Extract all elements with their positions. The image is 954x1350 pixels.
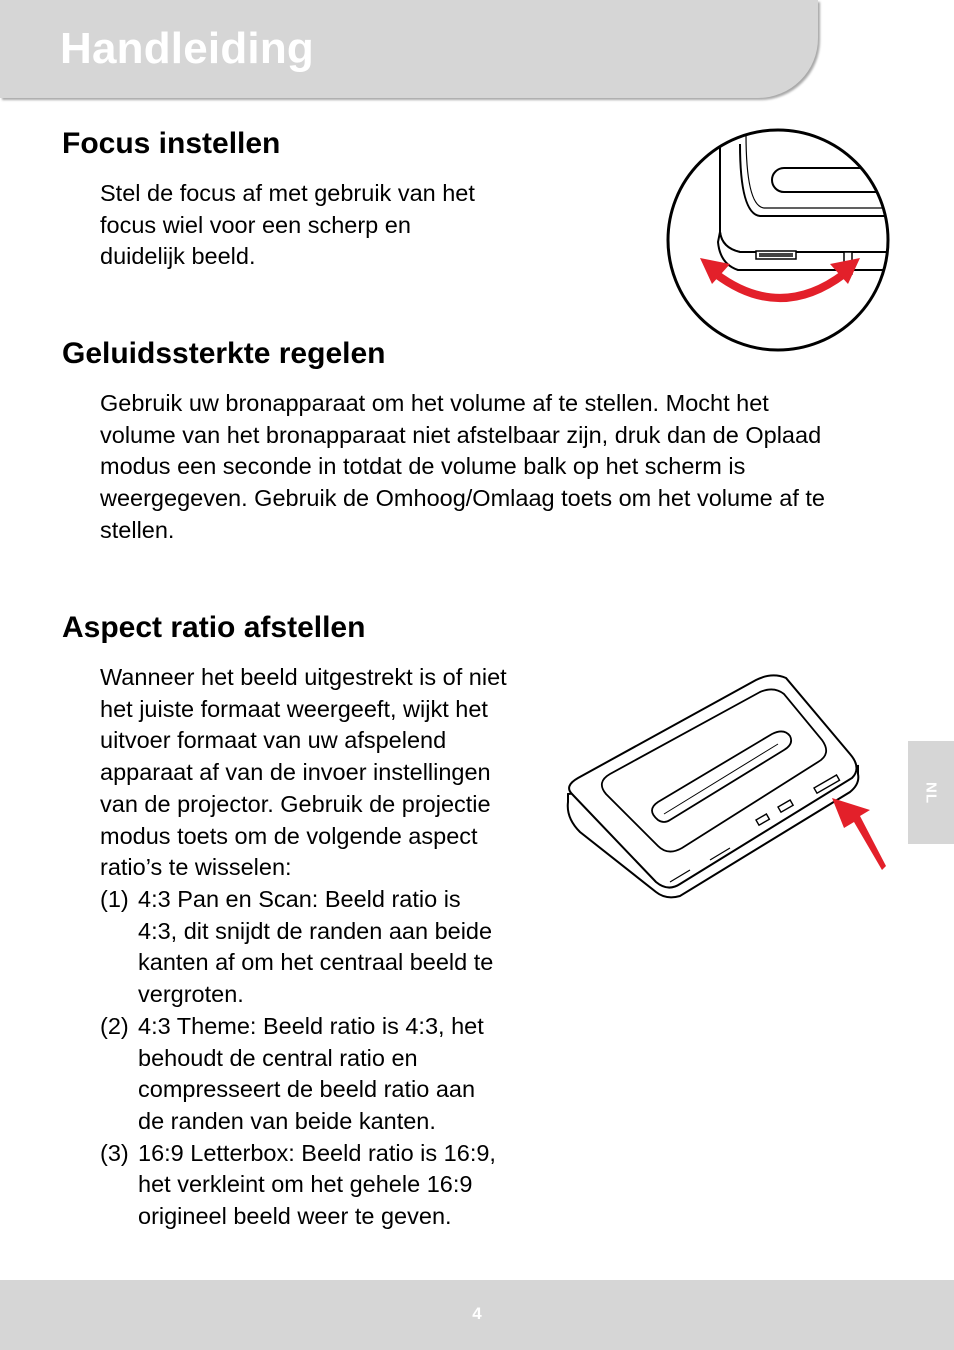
text-line: modus toets om de volgende aspect	[100, 822, 478, 849]
text-line: het juiste formaat weergeeft, wijkt het	[100, 695, 488, 722]
text-line: 4:3 Theme: Beeld ratio is 4:3, het	[138, 1012, 484, 1039]
language-tab-label: NL	[922, 781, 940, 804]
section-heading-focus: Focus instellen	[62, 127, 281, 160]
text-line: de randen van beide kanten.	[138, 1107, 436, 1134]
text-line: 4:3, dit snijdt de randen aan beide	[138, 917, 493, 944]
list-number: (1)	[100, 886, 129, 912]
text-line: weergegeven. Gebruik de Omhoog/Omlaag toets om het volume af te	[100, 485, 825, 512]
focus-text	[100, 178, 475, 273]
text-line: uitvoer formaat van uw afspelend	[100, 727, 447, 754]
text-line: ratio’s te wisselen:	[100, 854, 292, 881]
text-line: kanten af om het centraal beeld te	[138, 949, 494, 976]
text-line: 4:3 Pan en Scan: Beeld ratio is	[138, 886, 461, 912]
text-line: van de projector. Gebruik de projectie	[100, 790, 491, 817]
text-line: Gebruik uw bronapparaat om het volume af te stellen. Mocht het	[100, 390, 769, 416]
list-number: (2)	[100, 1012, 129, 1039]
language-tab	[908, 741, 954, 844]
projector-mode-button-illustration	[560, 670, 890, 910]
aspect-text	[100, 662, 507, 884]
text-line: Stel de focus af met gebruik van het	[100, 180, 475, 206]
page-number: 4	[472, 1304, 482, 1323]
text-line: apparaat af van de invoer instellingen	[100, 759, 491, 786]
text-line: behoudt de central ratio en	[138, 1044, 418, 1071]
text-line: Wanneer het beeld uitgestrekt is of niet	[100, 664, 507, 690]
text-line: het verkleint om het gehele 16:9	[138, 1171, 473, 1198]
focus-wheel-illustration	[660, 124, 900, 364]
text-line: 16:9 Letterbox: Beeld ratio is 16:9,	[138, 1139, 496, 1166]
text-line: focus wiel voor een scherp en	[100, 211, 411, 238]
list-item	[100, 1138, 540, 1233]
text-line: volume van het bronapparaat niet afstelbaar zijn, druk dan de Oplaad	[100, 421, 822, 448]
text-line: modus een seconde in totdat de volume balk op het scherm is	[100, 453, 746, 480]
section-heading-volume: Geluidssterkte regelen	[62, 337, 386, 370]
text-line: stellen.	[100, 516, 175, 543]
page-title: Handleiding	[60, 24, 314, 73]
volume-text	[100, 388, 825, 547]
text-line: duidelijk beeld.	[100, 243, 256, 270]
aspect-ratio-list	[100, 884, 540, 1233]
footer-bar	[0, 1280, 954, 1350]
list-item	[100, 1011, 540, 1138]
list-item	[100, 884, 540, 1011]
text-line: origineel beeld weer te geven.	[138, 1203, 452, 1230]
text-line: compresseert de beeld ratio aan	[138, 1076, 476, 1103]
text-line: vergroten.	[138, 981, 244, 1008]
list-number: (3)	[100, 1139, 129, 1166]
section-heading-aspect: Aspect ratio afstellen	[62, 611, 366, 644]
